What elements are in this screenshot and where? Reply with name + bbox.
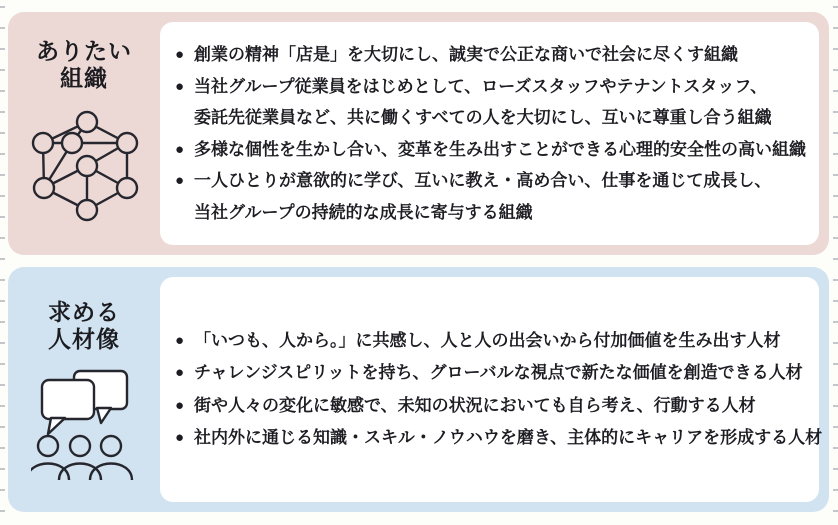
section-2-title — [8, 299, 160, 353]
left-edge-tick-marks — [0, 6, 5, 525]
section-1-bullet-card — [160, 22, 819, 245]
bullet-text: チャレンジスピリットを持ち、グローバルな視点で新たな価値を創造できる人材 — [194, 363, 803, 382]
section-2-bullet-list — [160, 325, 823, 455]
section-desired-talent — [8, 267, 829, 512]
bullet-item — [175, 357, 815, 390]
bullet-text: 委託先従業員など、共に働くすべての人を大切にし、互いに尊重し合う組織 — [194, 108, 772, 127]
bullet-text: 「いつも、人から。」に共感し、人と人の出会いから付加価値を生み出す人材 — [194, 330, 781, 350]
bullet-text: 社内外に通じる知識・スキル・ノウハウを磨き、主体的にキャリアを形成する人材 — [194, 428, 823, 447]
bullet-marker: ● — [175, 364, 185, 381]
bullet-item — [175, 390, 815, 423]
section-2-title-line-1: 求める — [48, 299, 120, 325]
section-1-side-column — [8, 12, 160, 255]
bullet-marker: ● — [175, 77, 185, 95]
bullet-item — [175, 71, 815, 134]
section-1-bullet-list — [160, 39, 819, 228]
bullet-marker: ● — [175, 429, 185, 446]
bullet-marker: ● — [175, 396, 185, 414]
people-speech-bubbles-icon — [31, 362, 143, 480]
network-nodes-icon — [31, 109, 141, 225]
bullet-item — [175, 325, 815, 358]
bullet-item — [175, 422, 823, 455]
bullet-marker: ● — [175, 331, 185, 349]
bullet-text: 創業の精神「店是」を大切にし、誠実で公正な商いで社会に尽くす組織 — [194, 45, 738, 64]
bullet-item — [175, 39, 815, 71]
bullet-marker: ● — [175, 46, 185, 63]
bullet-text: 当社グループの持続的な成長に寄与する組織 — [194, 202, 533, 222]
bullet-text: 多様な個性を生かし合い、変革を生み出すことができる心理的安全性の高い組織 — [194, 139, 806, 159]
bullet-marker: ● — [175, 172, 185, 189]
section-1-title-line-2: 組織 — [60, 65, 108, 91]
section-1-title — [8, 38, 160, 92]
bullet-text: 街や人々の変化に敏感で、未知の状況においても自ら考え、行動する人材 — [194, 395, 756, 415]
bullet-marker: ● — [175, 140, 185, 158]
section-2-title-line-2: 人材像 — [48, 326, 120, 352]
bullet-text: 当社グループ従業員をはじめとして、ローズスタッフやテナントスタッフ、 — [194, 76, 768, 96]
section-2-bullet-card — [160, 277, 823, 502]
bullet-text: 一人ひとりが意欲的に学び、互いに教え・高め合い、仕事を通じて成長し、 — [194, 171, 772, 190]
right-edge-tick-marks — [833, 6, 838, 525]
section-desired-organization — [8, 12, 829, 255]
bullet-item — [175, 134, 815, 166]
section-1-title-line-1: ありたい — [36, 38, 132, 64]
bullet-item — [175, 165, 815, 228]
section-2-side-column — [8, 267, 160, 512]
